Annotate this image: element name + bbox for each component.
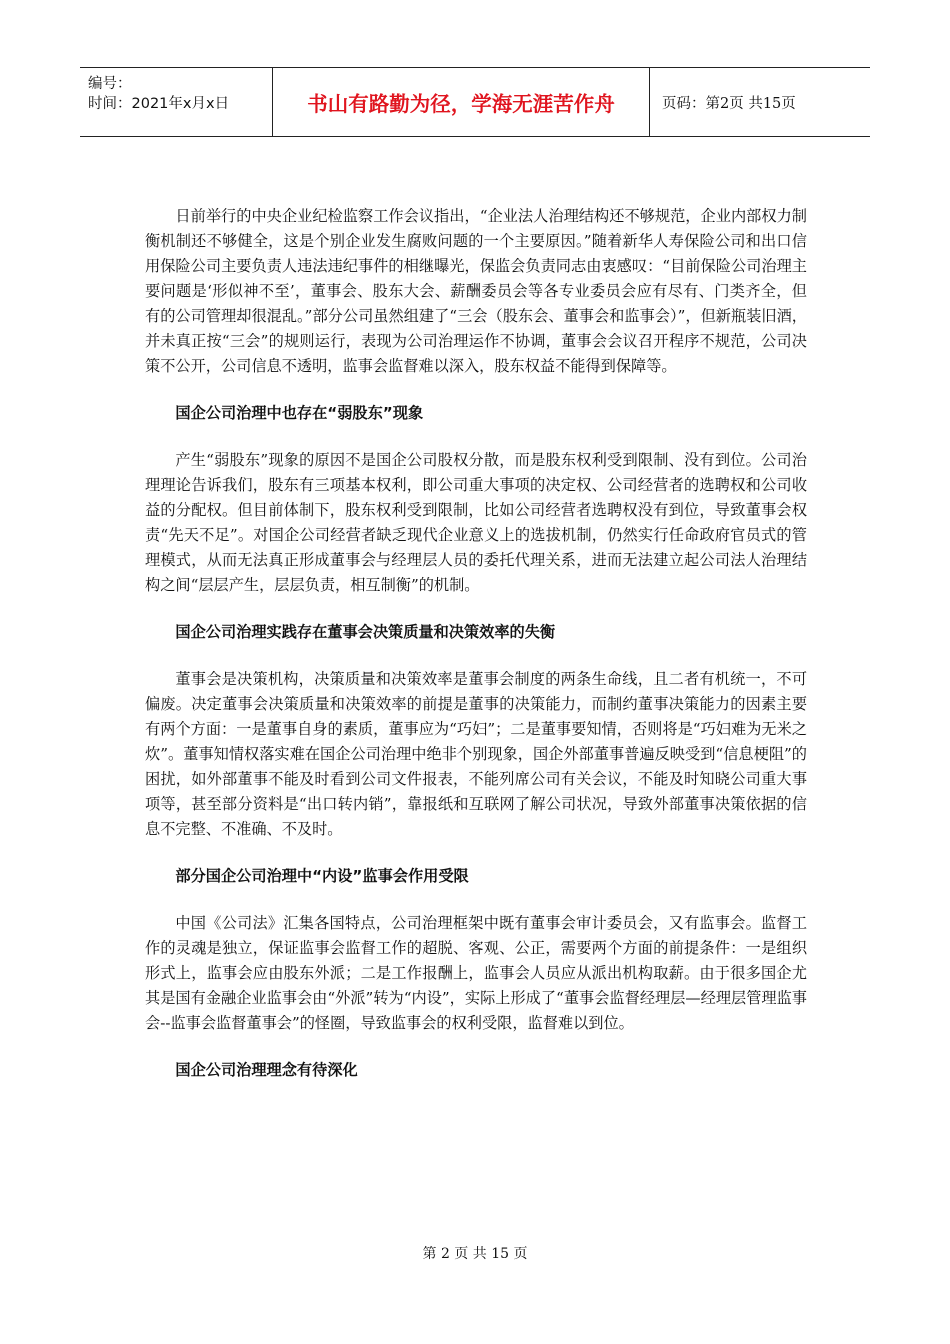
section-heading: 国企公司治理中也存在“弱股东”现象 xyxy=(175,404,424,422)
body-paragraph: 日前举行的中央企业纪检监察工作会议指出，“企业法人治理结构还不够规范，企业内部权力制衡机制还不够健全，这是个别企业发生腐败问题的一个主要原因。”随着新华人寿保险公司和出口信用保险公司主要负责人违法违纪事件的相继曝光，保监会负责同志由衷感叹：“目前保险公司治理主要问题是‘形似神不至’，董事会、股东大会、薪酬委员会等各专业委员会应有尽有、门类齐全，但有的公司管理却很混乱。”部分公司虽然组建了“三会（股东会、董事会和监事会）”，但新瓶装旧酒，并未真正按“三会”的规则运行，表现为公司治理运作不协调，董事会会议召开程序不规范，公司决策不公开，公司信息不透明，监事会监督难以深入，股东权益不能得到保障等。 xyxy=(145,207,807,375)
section-heading: 国企公司治理理念有待深化 xyxy=(175,1061,358,1079)
header-meta xyxy=(80,68,272,136)
header-page-info: 页码：第2页 共15页 xyxy=(662,95,796,112)
page-header xyxy=(80,67,870,137)
document-number-label: 编号： xyxy=(88,76,132,92)
section-heading: 国企公司治理实践存在董事会决策质量和决策效率的失衡 xyxy=(175,623,556,641)
header-motto: 书山有路勤为径，学海无涯苦作舟 xyxy=(272,68,650,136)
document-date: 时间：2021年x月x日 xyxy=(88,96,230,112)
body-paragraph: 中国《公司法》汇集各国特点，公司治理框架中既有董事会审计委员会，又有监事会。监督工作的灵魂是独立，保证监事会监督工作的超脱、客观、公正，需要两个方面的前提条件：一是组织形式上，监事会应由股东外派；二是工作报酬上，监事会人员应从派出机构取薪。由于很多国企尤其是国有金融企业监事会由“外派”转为“内设”，实际上形成了“董事会监督经理层—经理层管理监事会--监事会监督董事会”的怪圈，导致监事会的权利受限，监督难以到位。 xyxy=(145,914,807,1032)
body-paragraph: 产生“弱股东”现象的原因不是国企公司股权分散，而是股东权利受到限制、没有到位。公司治理理论告诉我们，股东有三项基本权利，即公司重大事项的决定权、公司经营者的选聘权和公司收益的分配权。但目前体制下，股东权利受到限制，比如公司经营者选聘权没有到位，导致董事会权责“先天不足”。对国企公司经营者缺乏现代企业意义上的选拔机制，仍然实行任命政府官员式的管理模式，从而无法真正形成董事会与经理层人员的委托代理关系，进而无法建立起公司法人治理结构之间“层层产生，层层负责，相互制衡”的机制。 xyxy=(145,451,807,594)
page-footer: 第 2 页 共 15 页 xyxy=(422,1246,528,1262)
section-heading: 部分国企公司治理中“内设”监事会作用受限 xyxy=(175,867,469,885)
body-paragraph: 董事会是决策机构，决策质量和决策效率是董事会制度的两条生命线，且二者有机统一，不可偏废。决定董事会决策质量和决策效率的前提是董事的决策能力，而制约董事决策能力的因素主要有两个方面：一是董事自身的素质，董事应为“巧妇”；二是董事要知情，否则将是“巧妇难为无米之炊”。董事知情权落实难在国企公司治理中绝非个别现象，国企外部董事普遍反映受到“信息梗阻”的困扰，如外部董事不能及时看到公司文件报表，不能列席公司有关会议，不能及时知晓公司重大事项等，甚至部分资料是“出口转内销”，靠报纸和互联网了解公司状况，导致外部董事决策依据的信息不完整、不准确、不及时。 xyxy=(145,670,807,838)
document-body xyxy=(145,204,807,1083)
